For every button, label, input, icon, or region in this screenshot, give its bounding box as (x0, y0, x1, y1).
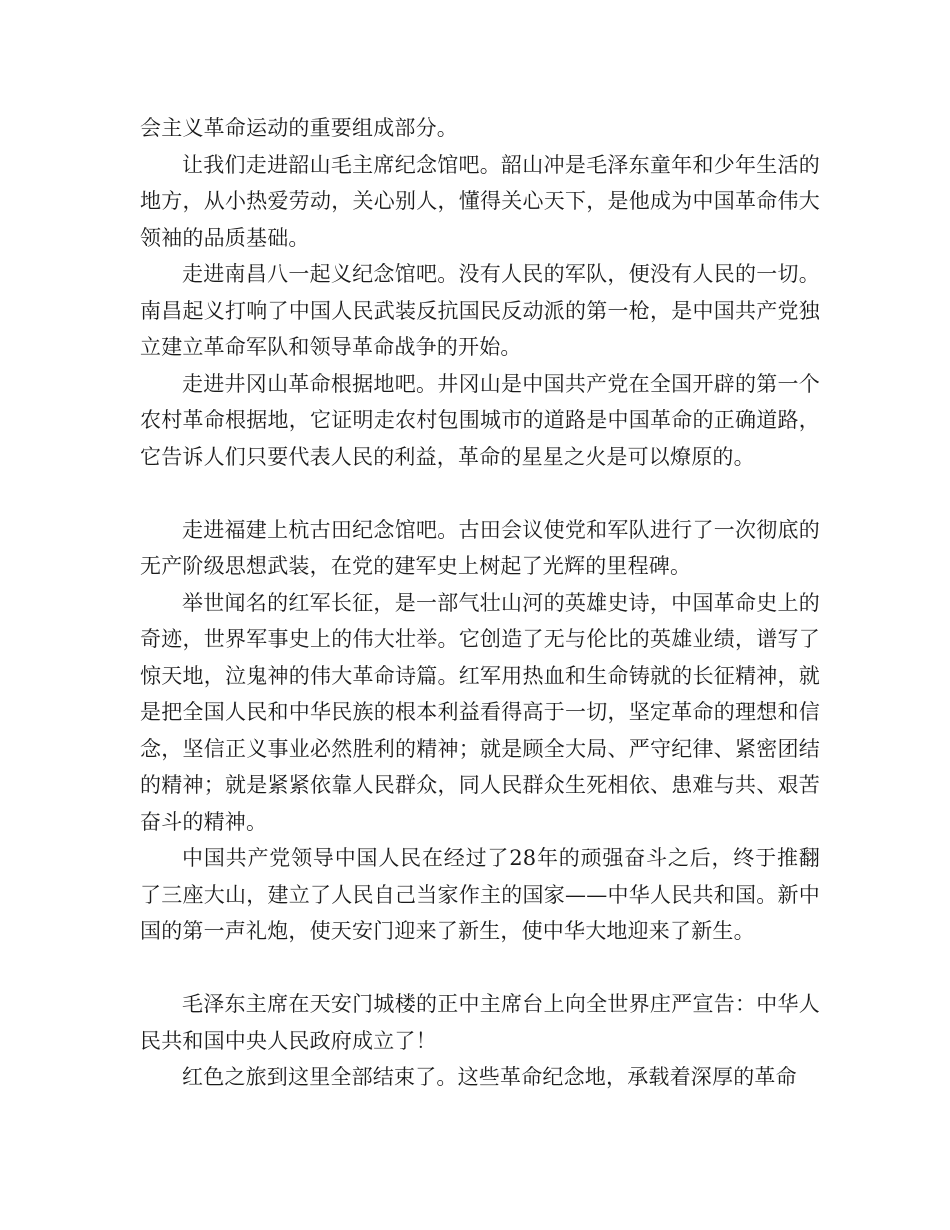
paragraph-continuation: 会主义革命运动的重要组成部分。 (140, 116, 458, 140)
paragraph-conclusion: 红色之旅到这里全部结束了。这些革命纪念地，承载着深厚的革命 (182, 1065, 797, 1089)
paragraph-proclamation: 毛泽东主席在天安门城楼的正中主席台上向全世界庄严宣告：中华人民共和国中央人民政府成立了！ (140, 992, 820, 1053)
paragraph-new-china: 中国共产党领导中国人民在经过了28年的顽强奋斗之后，终于推翻了三座大山，建立了人民自己当家作主的国家——中华人民共和国。新中国的第一声礼炮，使天安门迎来了新生，使中华大地迎来了新生。 (140, 846, 820, 943)
paragraph-gutian: 走进福建上杭古田纪念馆吧。古田会议使党和军队进行了一次彻底的无产阶级思想武装，在党的建军史上树起了光辉的里程碑。 (140, 517, 820, 578)
paragraph-jinggangshan: 走进井冈山革命根据地吧。井冈山是中国共产党在全国开辟的第一个农村革命根据地，它证明走农村包围城市的道路是中国革命的正确道路，它告诉人们只要代表人民的利益，革命的星星之火是可以燎原的。 (140, 371, 820, 469)
paragraph-nanchang: 走进南昌八一起义纪念馆吧。没有人民的军队，便没有人民的一切。南昌起义打响了中国人民武装反抗国民反动派的第一枪，是中国共产党独立建立革命军队和领导革命战争的开始。 (140, 262, 820, 359)
document-body (140, 110, 820, 1096)
paragraph-spacer (140, 950, 820, 987)
paragraph-shaoshan: 让我们走进韶山毛主席纪念馆吧。韶山冲是毛泽东童年和少年生活的地方，从小热爱劳动，关心别人，懂得关心天下，是他成为中国革命伟大领袖的品质基础。 (140, 152, 820, 250)
paragraph-spacer (140, 475, 820, 512)
paragraph-long-march: 举世闻名的红军长征，是一部气壮山河的英雄史诗，中国革命史上的奇迹，世界军事史上的伟大壮举。它创造了无与伦比的英雄业绩，谱写了惊天地，泣鬼神的伟大革命诗篇。红军用热血和生命铸就的长征精神，就是把全国人民和中华民族的根本利益看得高于一切，坚定革命的理想和信念，坚信正义事业必然胜利的精神；就是顾全大局、严守纪律、紧密团结的精神；就是紧紧依靠人民群众，同人民群众生死相依、患难与共、艰苦奋斗的精神。 (140, 590, 820, 834)
